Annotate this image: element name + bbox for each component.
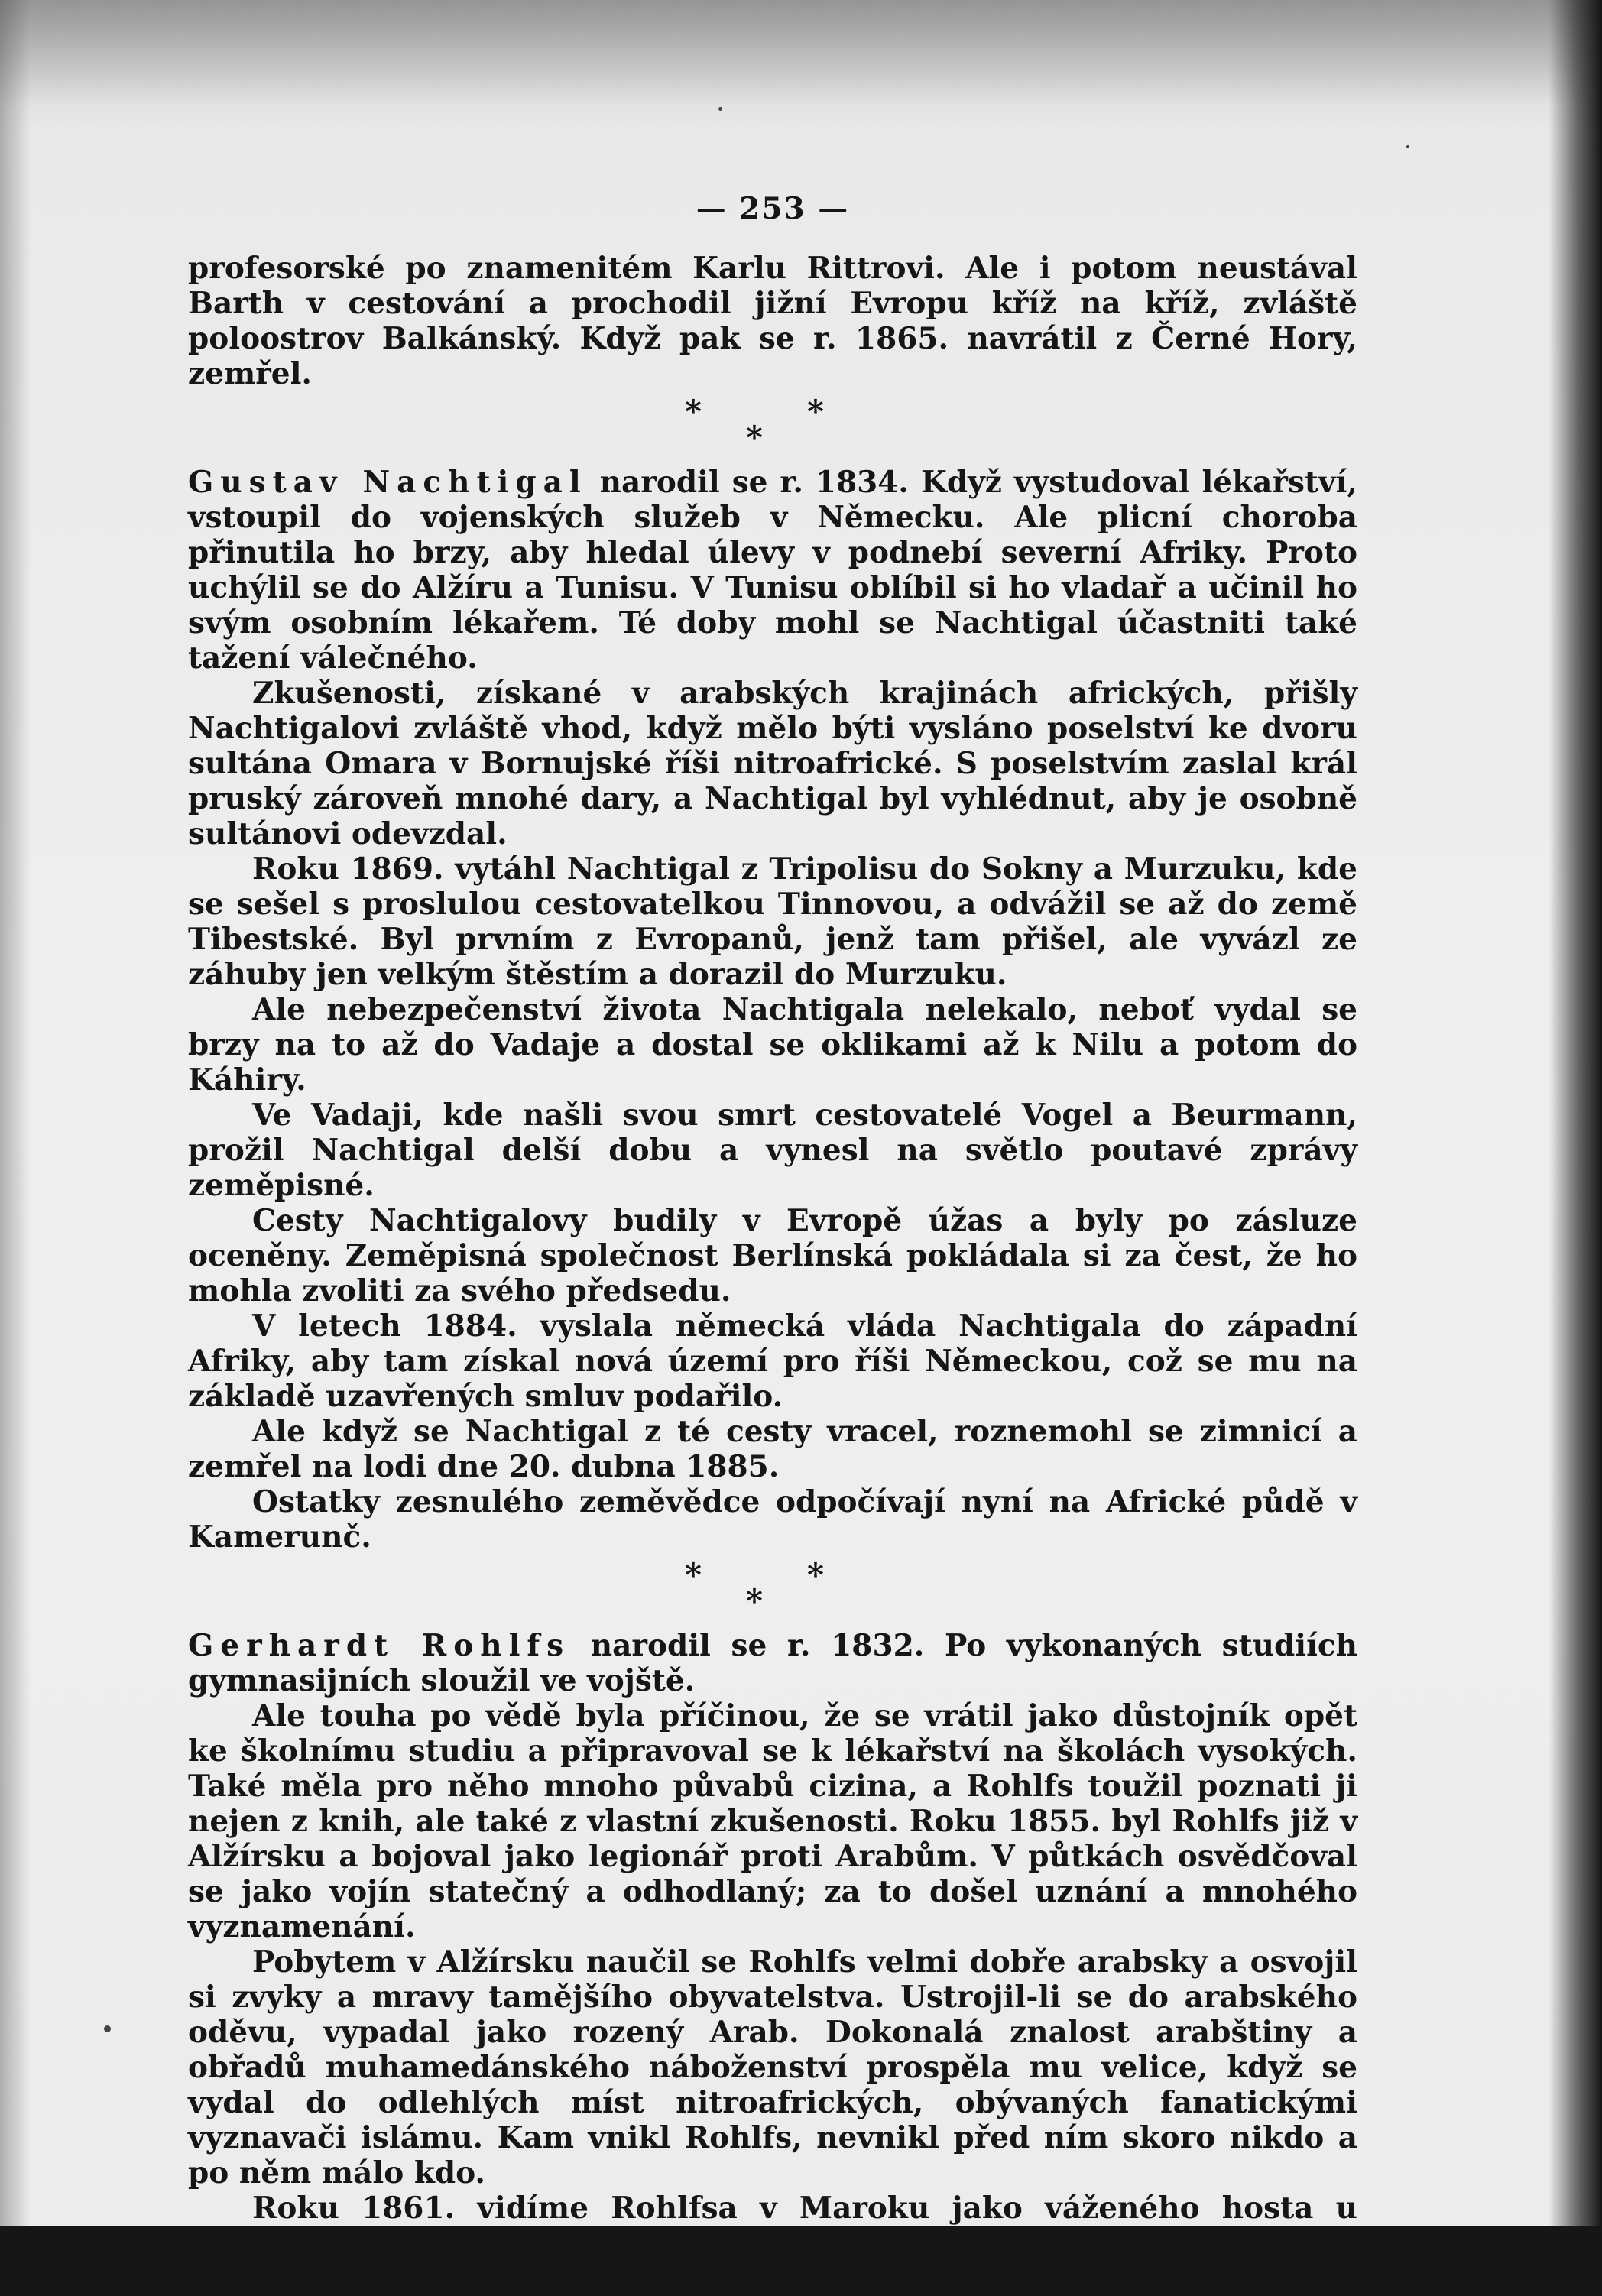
separator-star: * bbox=[746, 1582, 763, 1620]
nachtigal-name: Gustav Nachtigal bbox=[188, 465, 588, 500]
separator-star: * bbox=[807, 393, 824, 430]
nachtigal-paragraph: Zkušenosti, získané v arabských krajinách afrických, přišly Nachtigalovi zvláště vhod, když mělo býti vysláno poselství ke dvoru sultána Omara v Bornujské říši nitroafrické. S poselstvím zaslal král pruský zároveň mnohé dary, a Nachtigal byl vyhlédnut, aby je osobně sultánovi odevzdal. bbox=[188, 676, 1357, 851]
scan-speck bbox=[1406, 145, 1409, 148]
rohlfs-paragraph bbox=[188, 1628, 1357, 1698]
nachtigal-paragraph: Cesty Nachtigalovy budily v Evropě úžas a byly po zásluze oceněny. Zeměpisná společnost Berlínská pokládala si za čest, že ho mohla zvoliti za svého předsedu. bbox=[188, 1203, 1357, 1309]
separator-star: * bbox=[807, 1556, 824, 1594]
nachtigal-paragraph: Roku 1869. vytáhl Nachtigal z Tripolisu do Sokny a Murzuku, kde se sešel s proslulou cestovatelkou Tinnovou, a odvážil se až do země Tibestské. Byl prvním z Evropanů, jenž tam přišel, ale vyvázl ze záhuby jen velkým štěstím a dorazil do Murzuku. bbox=[188, 851, 1357, 992]
scan-speck bbox=[104, 2025, 111, 2032]
page-number: — 253 — bbox=[696, 191, 850, 226]
intro-paragraph: profesorské po znamenitém Karlu Rittrovi. Ale i potom neustával Barth v cestování a prochodil jižní Evropu kříž na kříž, zvláště poloostrov Balkánský. Když pak se r. 1865. navrátil z Černé Hory, zemřel. bbox=[188, 251, 1357, 391]
rohlfs-paragraph-text: narodil se r. 1832. Po vykonaných studiích gymnasijních sloužil ve vojště. bbox=[188, 1628, 1357, 1698]
rohlfs-paragraph: Pobytem v Alžírsku naučil se Rohlfs velmi dobře arabsky a osvojil si zvyky a mravy tamějšího obyvatelstva. Ustrojil-li se do arabského oděvu, vypadal jako rozený Arab. Dokonalá znalost arabštiny a obřadů muhamedánského náboženství prospěla mu velice, když se vydal do odlehlých míst nitroafrických, obývaných fanatickými vyznavači islámu. Kam vnikl Rohlfs, nevnikl před ním skoro nikdo a po něm málo kdo. bbox=[188, 1944, 1357, 2191]
section-separator bbox=[188, 391, 1357, 465]
nachtigal-paragraph: Ve Vadaji, kde našli svou smrt cestovatelé Vogel a Beurmann, prožil Nachtigal delší dobu a vynesl na světlo poutavé zprávy zeměpisné. bbox=[188, 1098, 1357, 1203]
separator-star: * bbox=[746, 419, 763, 456]
nachtigal-paragraph: Ale nebezpečenství života Nachtigala nelekalo, neboť vydal se brzy na to až do Vadaje a dostal se oklikami až k Nilu a potom do Káhiry. bbox=[188, 992, 1357, 1098]
scan-speck bbox=[718, 107, 722, 111]
rohlfs-paragraph: Roku 1861. vidíme Rohlfsa v Maroku jako váženého hosta u vznešeného pohlavára Absoloma, ctěného daleko široko jako osoba posvátná. Přízní tohoto bbox=[188, 2191, 1357, 2296]
separator-star: * bbox=[685, 393, 702, 430]
nachtigal-paragraph bbox=[188, 465, 1357, 676]
scan-shadow-right bbox=[1548, 0, 1602, 2226]
rohlfs-name: Gerhardt Rohlfs bbox=[188, 1628, 571, 1663]
nachtigal-paragraph: V letech 1884. vyslala německá vláda Nachtigala do západní Afriky, aby tam získal nová území pro říši Německou, což se mu na základě uzavřených smluv podařilo. bbox=[188, 1309, 1357, 1414]
scan-shadow-left bbox=[0, 0, 31, 2226]
separator-star: * bbox=[685, 1556, 702, 1594]
nachtigal-paragraph-text: narodil se r. 1834. Když vystudoval lékařství, vstoupil do vojenských služeb v Německu. Ale plicní choroba přinutila ho brzy, aby hledal úlevy v podnebí severní Afriky. Proto uchýlil se do Alžíru a Tunisu. V Tunisu oblíbil si ho vladař a učinil ho svým osobním lékařem. Té doby mohl se Nachtigal účastniti také tažení válečného. bbox=[188, 465, 1357, 676]
rohlfs-paragraph: Ale touha po vědě byla příčinou, že se vrátil jako důstojník opět ke školnímu studiu a připravoval se k lékařství na školách vysokých. Také měla pro něho mnoho půvabů cizina, a Rohlfs toužil poznati ji nejen z knih, ale také z vlastní zkušenosti. Roku 1855. byl Rohlfs již v Alžírsku a bojoval jako legionář proti Arabům. V půtkách osvědčoval se jako vojín statečný a odhodlaný; za to došel uznání a mnohého vyznamenání. bbox=[188, 1698, 1357, 1944]
page-text bbox=[188, 191, 1357, 2296]
section-separator bbox=[188, 1555, 1357, 1628]
nachtigal-paragraph: Ostatky zesnulého zeměvědce odpočívají nyní na Africké půdě v Kamerunč. bbox=[188, 1484, 1357, 1555]
nachtigal-paragraph: Ale když se Nachtigal z té cesty vracel, roznemohl se zimnicí a zemřel na lodi dne 20. dubna 1885. bbox=[188, 1414, 1357, 1484]
scan-shadow-top bbox=[0, 0, 1602, 107]
